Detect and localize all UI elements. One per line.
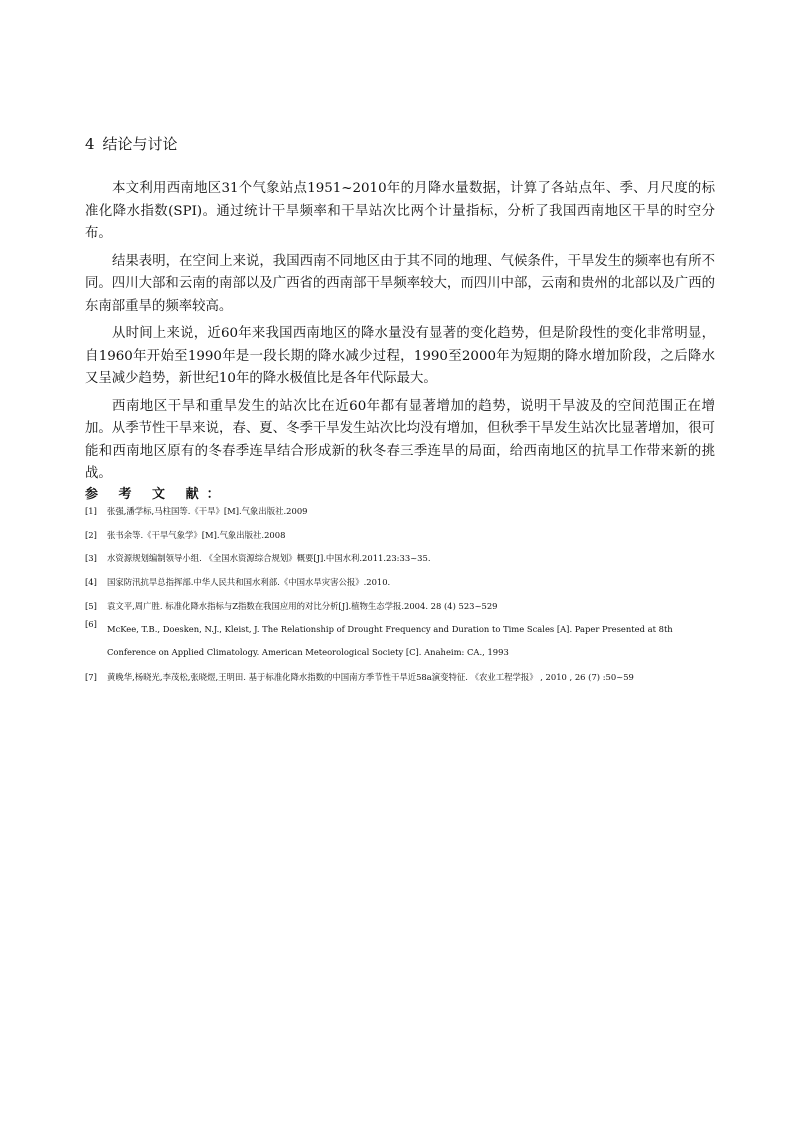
- reference-index: [4]: [85, 577, 97, 588]
- reference-text: 袁文平,周广胜. 标准化降水指标与Z指数在我国应用的对比分析[J].植物生态学报.2004. 28 (4) 523~529: [107, 600, 498, 611]
- reference-index: [7]: [85, 672, 97, 683]
- reference-item: [85, 618, 715, 664]
- reference-item: [85, 576, 715, 588]
- reference-index: [3]: [85, 553, 97, 564]
- reference-item: [85, 600, 715, 612]
- body-text: [85, 178, 715, 491]
- paragraph: 西南地区干旱和重旱发生的站次比在近60年都有显著增加的趋势，说明干旱波及的空间范围正在增加。从季节性干旱来说，春、夏、冬季干旱发生站次比均没有增加，但秋季干旱发生站次比显著增加，很可能和西南地区原有的冬春季连旱结合形成新的秋冬春三季连旱的局面，给西南地区的抗旱工作带来新的挑战。: [85, 398, 715, 481]
- reference-text: 张强,潘学标,马柱国等.《干旱》[M].气象出版社.2009: [107, 506, 308, 516]
- paragraph: 从时间上来说，近60年来我国西南地区的降水量没有显著的变化趋势，但是阶段性的变化非常明显，自1960年开始至1990年是一段长期的降水减少过程，1990至2000年为短期的降水增加阶段，之后降水又呈减少趋势，新世纪10年的降水极值比是各年代际最大。: [85, 326, 715, 386]
- paragraph: 结果表明，在空间上来说，我国西南不同地区由于其不同的地理、气候条件，干旱发生的频率也有所不同。四川大部和云南的南部以及广西省的西南部干旱频率较大，而四川中部，云南和贵州的北部以及广西的东南部重旱的频率较高。: [85, 253, 715, 314]
- reference-text: 水资源规划编制领导小组. 《全国水资源综合规划》概要[J].中国水利.2011.23:33~35.: [107, 553, 431, 564]
- reference-index: [6]: [85, 619, 97, 630]
- reference-item: [85, 671, 715, 683]
- reference-text: 张书余等.《干旱气象学》[M].气象出版社.2008: [107, 529, 286, 540]
- reference-item: [85, 529, 715, 541]
- section-title: 结论与讨论: [102, 135, 178, 153]
- paragraph: 本文利用西南地区31个气象站点1951~2010年的月降水量数据，计算了各站点年、季、月尺度的标准化降水指数(SPI)。通过统计干旱频率和干旱站次比两个计量指标，分析了我国西南地区干旱的时空分布。: [85, 181, 715, 241]
- reference-index: [2]: [85, 529, 97, 540]
- references-heading: 参 考 文 献：: [85, 487, 228, 502]
- section-heading: [85, 134, 178, 154]
- reference-index: [1]: [85, 506, 97, 516]
- reference-item: [85, 505, 715, 517]
- reference-text: McKee, T.B., Doesken, N.J., Kleist, J. The Relationship of Drought Frequency and Duration to Time Scales [A]. Paper Presented at 8th Conference on Applied Climatology. American Meteorological Society [C]. Anaheim: CA., 1993: [107, 624, 673, 658]
- reference-text: 国家防汛抗旱总指挥部.中华人民共和国水利部.《中国水旱灾害公报》.2010.: [107, 577, 391, 588]
- reference-index: [5]: [85, 600, 97, 611]
- reference-list: [85, 505, 715, 695]
- reference-item: [85, 552, 715, 564]
- reference-text: 黄晚华,杨晓光,李茂松,张晓煜,王明田. 基于标准化降水指数的中国南方季节性干旱近58a演变特征. 《农业工程学报》 , 2010 , 26 (7) :50~59: [107, 672, 634, 683]
- section-number: 4: [85, 135, 95, 153]
